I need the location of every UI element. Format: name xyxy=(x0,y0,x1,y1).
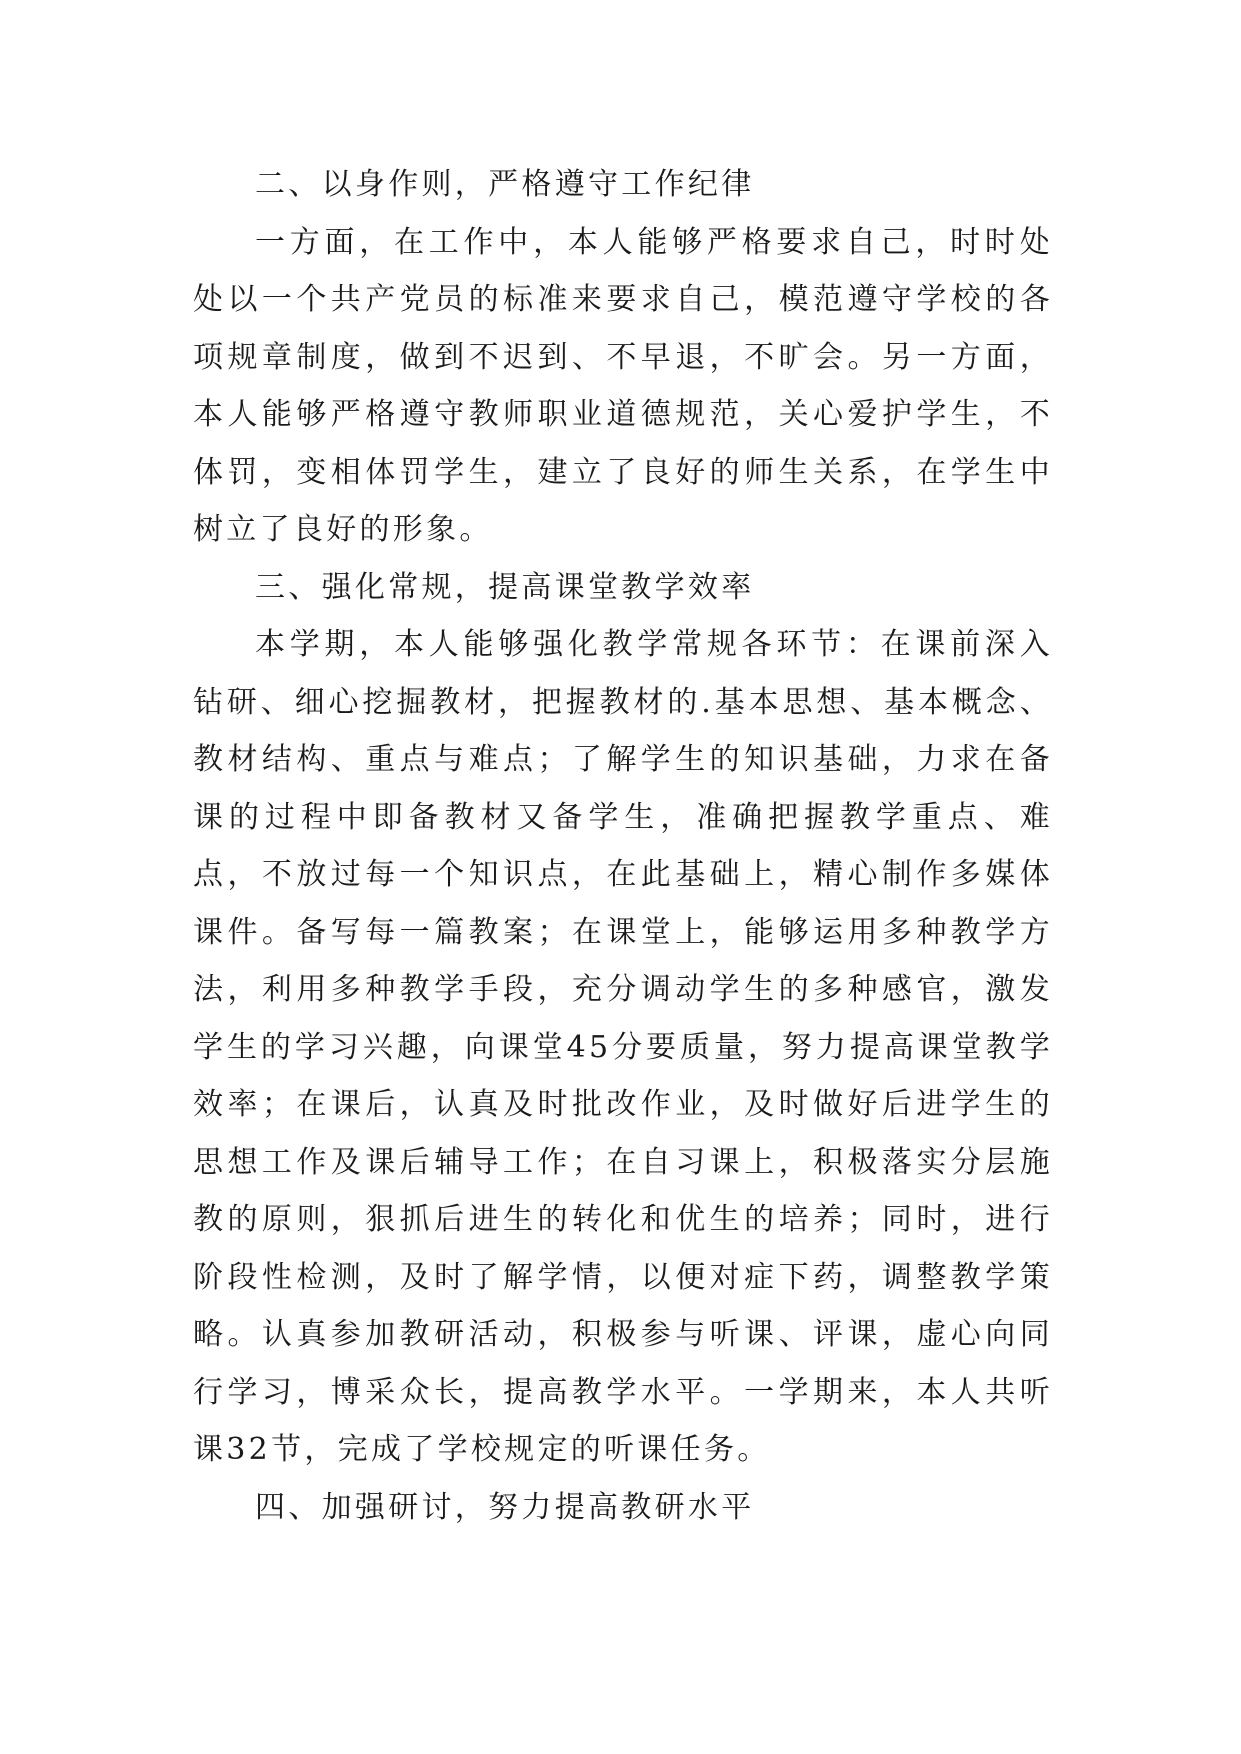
section-heading-2: 二、以身作则，严格遵守工作纪律 xyxy=(255,167,755,202)
document-body xyxy=(193,156,1053,1536)
section-paragraph-3: 本学期，本人能够强化教学常规各环节：在课前深入钻研、细心挖掘教材，把握教材的.基本思想、基本概念、教材结构、重点与难点；了解学生的知识基础，力求在备课的过程中即备教材又备学生，准确把握教学重点、难点，不放过每一个知识点，在此基础上，精心制作多媒体课件。备写每一篇教案；在课堂上，能够运用多种教学方法，利用多种教学手段，充分调动学生的多种感官，激发学生的学习兴趣，向课堂45分要质量，努力提高课堂教学效率；在课后，认真及时批改作业，及时做好后进学生的思想工作及课后辅导工作；在自习课上，积极落实分层施教的原则，狠抓后进生的转化和优生的培养；同时，进行阶段性检测，及时了解学情，以便对症下药，调整教学策略。认真参加教研活动，积极参与听课、评课，虚心向同行学习，博采众长，提高教学水平。一学期来，本人共听课32节，完成了学校规定的听课任务。 xyxy=(193,627,1053,1467)
section-heading-3: 三、强化常规，提高课堂教学效率 xyxy=(255,569,755,605)
section-paragraph-2: 一方面，在工作中，本人能够严格要求自己，时时处处以一个共产党员的标准来要求自己，模范遵守学校的各项规章制度，做到不迟到、不早退，不旷会。另一方面，本人能够严格遵守教师职业道德规范，关心爱护学生，不体罚，变相体罚学生，建立了良好的师生关系，在学生中树立了良好的形象。 xyxy=(193,224,1053,547)
section-heading-4: 四、加强研讨，努力提高教研水平 xyxy=(255,1489,755,1525)
